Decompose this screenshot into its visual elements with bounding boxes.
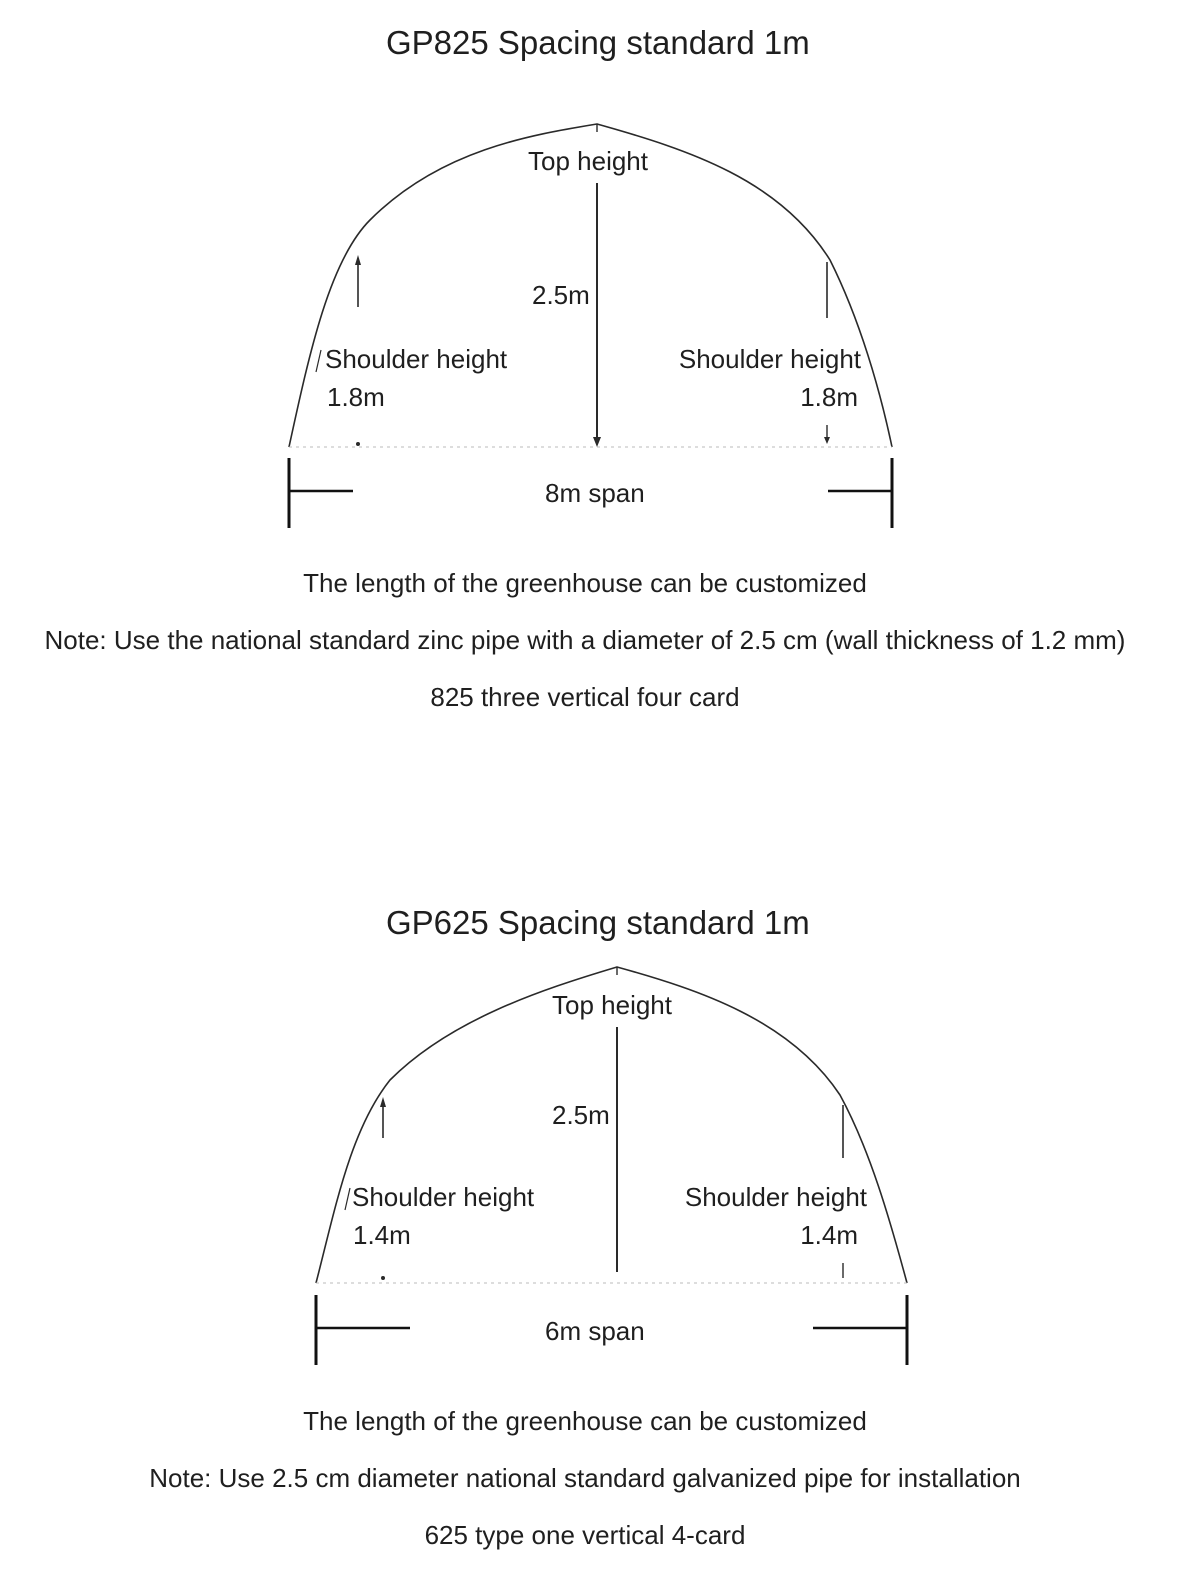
- right-shoulder-label: Shoulder height: [684, 1182, 867, 1212]
- top-height-label: Top height: [528, 146, 648, 176]
- left-shoulder-arrowhead: [380, 1097, 386, 1107]
- left-shoulder-side-bar: [345, 1188, 350, 1210]
- left-shoulder-value: 1.4m: [353, 1220, 411, 1250]
- left-shoulder-value: 1.8m: [327, 382, 385, 412]
- greenhouse-diagram-gp625: [0, 880, 1200, 1595]
- note-length: The length of the greenhouse can be customized: [303, 1406, 867, 1436]
- note-pipe: Note: Use 2.5 cm diameter national standard galvanized pipe for installation: [149, 1463, 1021, 1493]
- left-shoulder-side-bar: [316, 350, 321, 372]
- note-type: 825 three vertical four card: [430, 682, 740, 712]
- right-shoulder-value: 1.8m: [800, 382, 858, 412]
- note-type: 625 type one vertical 4-card: [424, 1520, 746, 1550]
- top-height-label: Top height: [552, 990, 672, 1020]
- left-shoulder-arrowhead: [355, 255, 361, 265]
- left-shoulder-dot: [381, 1276, 385, 1280]
- right-shoulder-arrowhead: [824, 437, 830, 444]
- top-height-value: 2.5m: [552, 1100, 610, 1130]
- top-height-value: 2.5m: [532, 280, 590, 310]
- left-shoulder-label: Shoulder height: [352, 1182, 535, 1212]
- right-shoulder-label: Shoulder height: [678, 344, 861, 374]
- note-pipe: Note: Use the national standard zinc pipe with a diameter of 2.5 cm (wall thickness of 1.2 mm): [44, 625, 1126, 655]
- greenhouse-diagram-gp825: [0, 0, 1200, 740]
- diagram-title: GP825 Spacing standard 1m: [386, 24, 810, 61]
- left-shoulder-dot: [356, 442, 360, 446]
- left-shoulder-label: Shoulder height: [325, 344, 508, 374]
- span-label: 6m span: [545, 1316, 645, 1346]
- note-length: The length of the greenhouse can be customized: [303, 568, 867, 598]
- diagram-title: GP625 Spacing standard 1m: [386, 904, 810, 941]
- span-label: 8m span: [545, 478, 645, 508]
- top-height-arrowhead: [593, 437, 601, 447]
- right-shoulder-value: 1.4m: [800, 1220, 858, 1250]
